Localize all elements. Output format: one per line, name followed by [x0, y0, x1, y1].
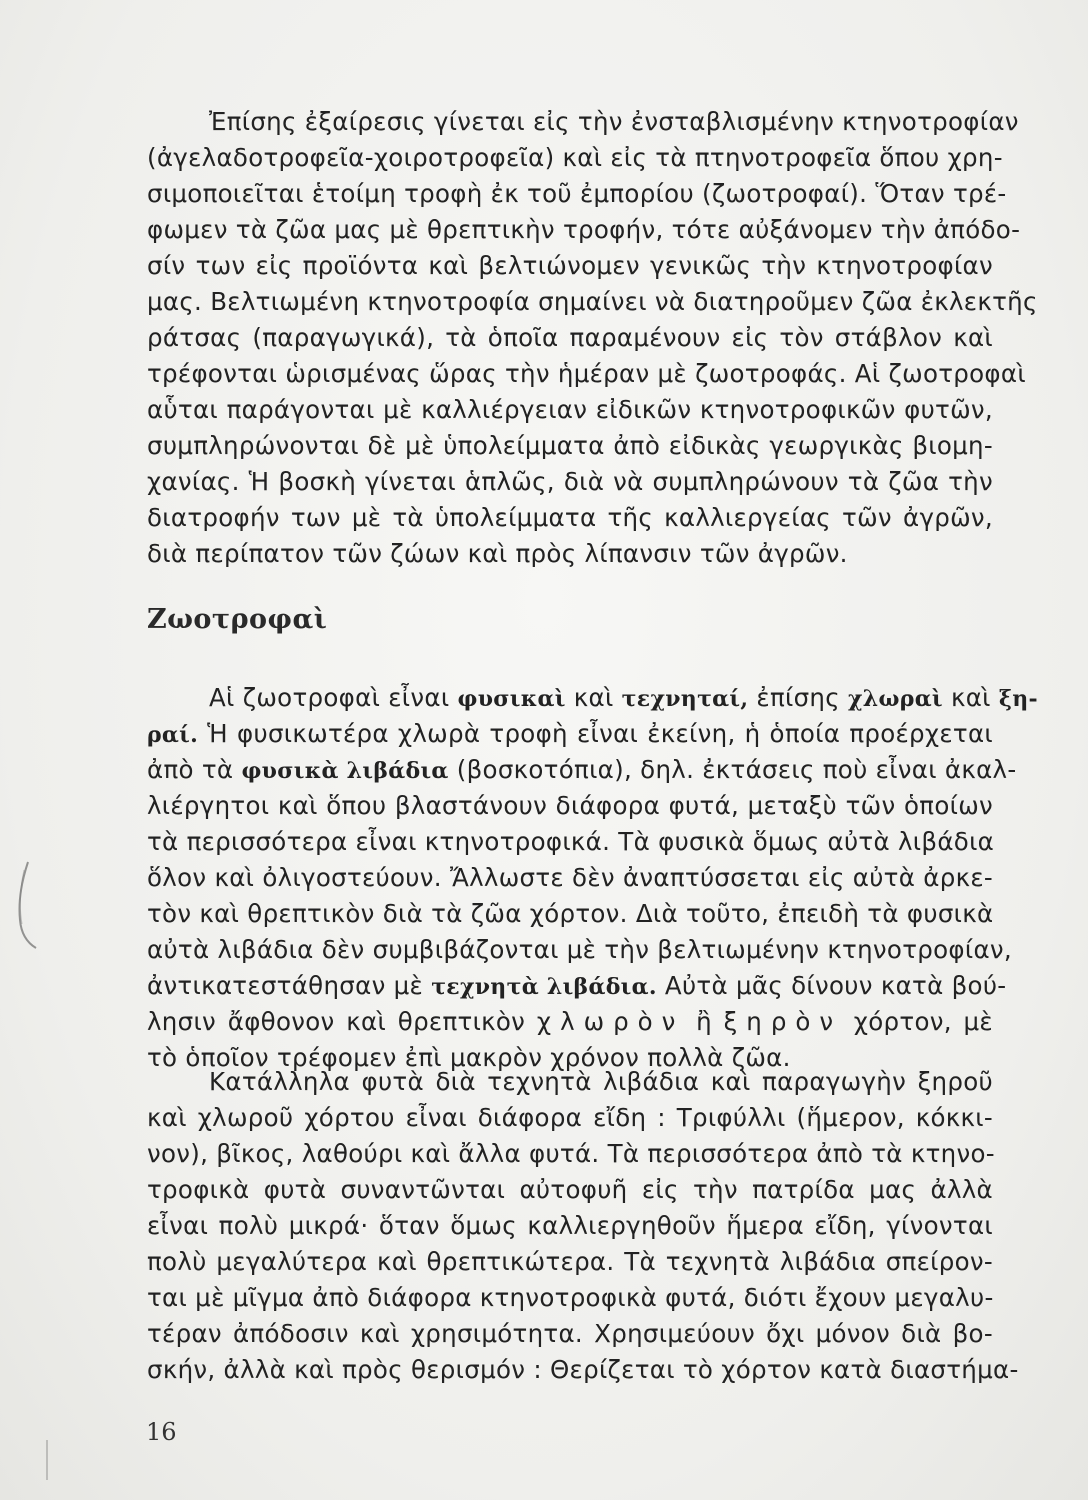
- bold-term: ξη-: [998, 686, 1038, 712]
- text-line: σίν των εἰς προϊόντα καὶ βελτιώνομεν γενικῶς τὴν κτηνοτροφίαν: [147, 251, 993, 280]
- text-line: ραί. Ἡ φυσικωτέρα χλωρὰ τροφὴ εἶναι ἐκείνη, ἡ ὁποία προέρχεται: [147, 719, 993, 748]
- text-line: χανίας. Ἡ βοσκὴ γίνεται ἁπλῶς, διὰ νὰ συμπληρώνουν τὰ ζῶα τὴν: [147, 467, 993, 496]
- text-line: εἶναι πολὺ μικρά· ὅταν ὅμως καλλιεργηθοῦν ἥμερα εἴδη, γίνονται: [147, 1211, 993, 1240]
- text-line: νον), βῖκος, λαθούρι καὶ ἄλλα φυτά. Τὰ περισσότερα ἀπὸ τὰ κτηνο-: [147, 1139, 995, 1168]
- text-line: ἀντικατεστάθησαν μὲ τεχνητὰ λιβάδια. Αὐτὰ μᾶς δίνουν κατὰ βού-: [147, 971, 1007, 1000]
- text-line: αὗται παράγονται μὲ καλλιέργειαν εἰδικῶν κτηνοτροφικῶν φυτῶν,: [147, 395, 993, 424]
- text-line: Αἱ ζωοτροφαὶ εἶναι φυσικαὶ καὶ τεχνηταί, ἐπίσης χλωραὶ καὶ ξη-: [209, 683, 1038, 712]
- text-line: λιέργητοι καὶ ὅπου βλαστάνουν διάφορα φυτά, μεταξὺ τῶν ὁποίων: [147, 791, 993, 820]
- text-line: τέραν ἀπόδοσιν καὶ χρησιμότητα. Χρησιμεύουν ὄχι μόνον διὰ βο-: [147, 1319, 993, 1348]
- text-line: φωμεν τὰ ζῶα μας μὲ θρεπτικὴν τροφήν, τότε αὐξάνομεν τὴν ἀπόδο-: [147, 215, 1021, 244]
- spaced-term: ξηρὸν: [723, 1007, 843, 1036]
- paragraph-artificial-meadows: [147, 1064, 1019, 1388]
- bold-term: χλωραὶ: [848, 686, 943, 712]
- bold-term: τεχνητὰ λιβάδια.: [431, 974, 657, 1000]
- text-line: λησιν ἄφθονον καὶ θρεπτικὸν χλωρὸν ἢ ξηρὸν χόρτον, μὲ: [147, 1007, 993, 1036]
- ink-smudge-icon: [14, 860, 40, 950]
- margin-tick: [46, 1440, 48, 1480]
- bold-term: φυσικαὶ: [457, 686, 566, 712]
- text-line: διατροφήν των μὲ τὰ ὑπολείμματα τῆς καλλιεργείας τῶν ἀγρῶν,: [147, 503, 993, 532]
- page-number: 16: [146, 1418, 177, 1446]
- bold-term: ραί.: [147, 722, 199, 748]
- text-line: τὸ ὁποῖον τρέφομεν ἐπὶ μακρὸν χρόνον πολλὰ ζῶα.: [147, 1043, 791, 1072]
- text-line: σιμοποιεῖται ἑτοίμη τροφὴ ἐκ τοῦ ἐμπορίου (ζωοτροφαί). Ὅταν τρέ-: [147, 179, 1007, 208]
- text-line: συμπληρώνονται δὲ μὲ ὑπολείμματα ἀπὸ εἰδικὰς γεωργικὰς βιομη-: [147, 431, 993, 460]
- text-line: διὰ περίπατον τῶν ζώων καὶ πρὸς λίπανσιν τῶν ἀγρῶν.: [147, 539, 848, 568]
- text-line: ἀπὸ τὰ φυσικὰ λιβάδια (βοσκοτόπια), δηλ. ἐκτάσεις ποὺ εἶναι ἀκαλ-: [147, 755, 1017, 784]
- text-line: αὐτὰ λιβάδια δὲν συμβιβάζονται μὲ τὴν βελτιωμένην κτηνοτροφίαν,: [147, 935, 1012, 964]
- bold-term: φυσικὰ λιβάδια: [241, 758, 449, 784]
- section-heading: Ζωοτροφαὶ: [147, 604, 328, 635]
- paragraph-fodder: [147, 680, 1038, 1076]
- text-line: Κατάλληλα φυτὰ διὰ τεχνητὰ λιβάδια καὶ παραγωγὴν ξηροῦ: [209, 1067, 993, 1096]
- text-line: Ἐπίσης ἐξαίρεσις γίνεται εἰς τὴν ἐνσταβλισμένην κτηνοτροφίαν: [209, 107, 1019, 136]
- text-line: (ἀγελαδοτροφεῖα-χοιροτροφεῖα) καὶ εἰς τὰ πτηνοτροφεῖα ὅπου χρη-: [147, 143, 1003, 172]
- text-line: καὶ χλωροῦ χόρτου εἶναι διάφορα εἴδη : Τριφύλλι (ἥμερον, κόκκι-: [147, 1103, 993, 1132]
- spaced-term: χλωρὸν: [536, 1007, 685, 1036]
- text-line: ται μὲ μῖγμα ἀπὸ διάφορα κτηνοτροφικὰ φυτά, διότι ἔχουν μεγαλυ-: [147, 1283, 994, 1312]
- text-line: ὅλον καὶ ὀλιγοστεύουν. Ἄλλωστε δὲν ἀναπτύσσεται εἰς αὐτὰ ἀρκε-: [147, 863, 993, 892]
- text-line: τρέφονται ὡρισμένας ὥρας τὴν ἡμέραν μὲ ζωοτροφάς. Αἱ ζωοτροφαὶ: [147, 359, 1026, 388]
- text-line: μας. Βελτιωμένη κτηνοτροφία σημαίνει νὰ διατηροῦμεν ζῶα ἐκλεκτῆς: [147, 287, 1038, 316]
- text-line: ράτσας (παραγωγικά), τὰ ὁποῖα παραμένουν εἰς τὸν στάβλον καὶ: [147, 323, 993, 352]
- bold-term: τεχνηταί,: [621, 686, 749, 712]
- text-line: τὰ περισσότερα εἶναι κτηνοτροφικά. Τὰ φυσικὰ ὅμως αὐτὰ λιβάδια: [147, 827, 995, 856]
- paragraph-intro: [147, 104, 1038, 572]
- text-line: τὸν καὶ θρεπτικὸν διὰ τὰ ζῶα χόρτον. Διὰ τοῦτο, ἐπειδὴ τὰ φυσικὰ: [147, 899, 994, 928]
- text-line: σκήν, ἀλλὰ καὶ πρὸς θερισμόν : Θερίζεται τὸ χόρτον κατὰ διαστήμα-: [147, 1355, 1019, 1384]
- text-line: τροφικὰ φυτὰ συναντῶνται αὐτοφυῆ εἰς τὴν πατρίδα μας ἀλλὰ: [147, 1175, 993, 1204]
- text-line: πολὺ μεγαλύτερα καὶ θρεπτικώτερα. Τὰ τεχνητὰ λιβάδια σπείρον-: [147, 1247, 993, 1276]
